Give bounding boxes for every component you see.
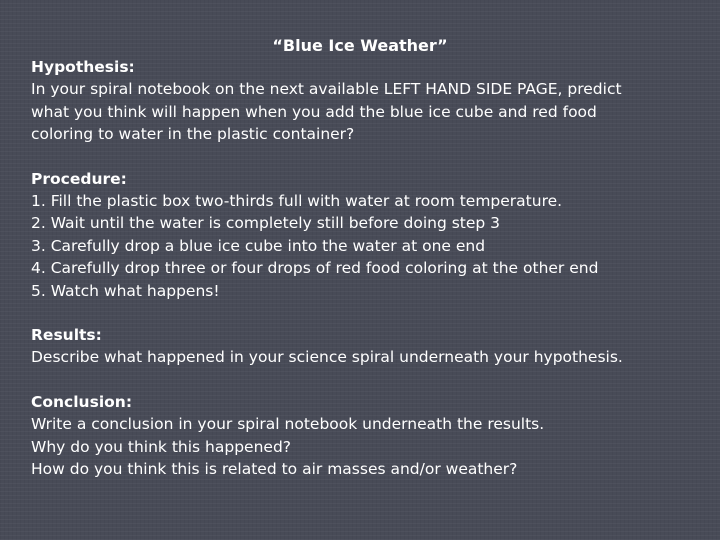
conclusion-line: Write a conclusion in your spiral notebook underneath the results. (31, 415, 545, 434)
results-section (31, 324, 701, 369)
spacer (31, 302, 701, 324)
page-title (0, 36, 720, 56)
spacer (31, 369, 701, 391)
spacer (31, 146, 701, 168)
procedure-step: 3. Carefully drop a blue ice cube into the water at one end (31, 236, 486, 255)
hypothesis-line: In your spiral notebook on the next available LEFT HAND SIDE PAGE, predict (31, 80, 622, 99)
procedure-step: 4. Carefully drop three or four drops of red food coloring at the other end (31, 259, 599, 278)
conclusion-heading: Conclusion: (31, 392, 133, 411)
hypothesis-heading: Hypothesis: (31, 58, 135, 76)
conclusion-line: How do you think this is related to air masses and/or weather? (31, 460, 518, 479)
hypothesis-line: what you think will happen when you add the blue ice cube and red food (31, 102, 597, 121)
conclusion-line: Why do you think this happened? (31, 437, 292, 456)
slide-content (31, 56, 701, 481)
hypothesis-line: coloring to water in the plastic container? (31, 125, 355, 144)
title-text: “Blue Ice Weather” (272, 36, 448, 55)
procedure-heading: Procedure: (31, 169, 127, 188)
results-heading: Results: (31, 326, 102, 345)
procedure-section (31, 168, 701, 302)
procedure-step: 2. Wait until the water is completely still before doing step 3 (31, 214, 501, 233)
hypothesis-section (31, 56, 701, 146)
procedure-step: 5. Watch what happens! (31, 281, 220, 300)
results-line: Describe what happened in your science spiral underneath your hypothesis. (31, 348, 623, 367)
procedure-step: 1. Fill the plastic box two-thirds full with water at room temperature. (31, 192, 563, 211)
conclusion-section (31, 391, 701, 481)
